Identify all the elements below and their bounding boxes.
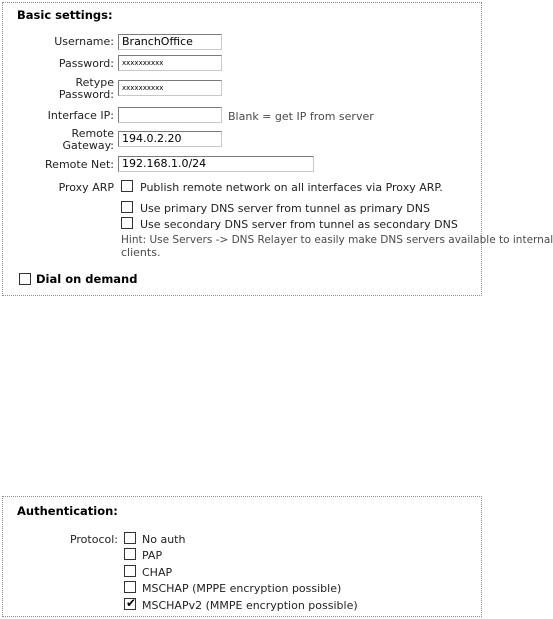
remote-gateway-label-line2: Gateway: <box>62 139 114 152</box>
auth-option-no-auth-checkbox[interactable] <box>124 532 136 544</box>
auth-option-no-auth-label: No auth <box>142 533 186 546</box>
remote-net-input[interactable]: 192.168.1.0/24 <box>118 156 314 172</box>
interface-ip-label: Interface IP: <box>47 109 114 122</box>
auth-option-mschapv2-checkbox[interactable] <box>124 598 136 610</box>
password-input[interactable]: xxxxxxxxxx <box>118 55 222 71</box>
dial-on-demand-checkbox[interactable] <box>19 273 31 285</box>
username-input[interactable]: BranchOffice <box>118 34 222 50</box>
retype-password-label-line1: Retype <box>75 76 114 89</box>
proxy-arp-checkbox[interactable] <box>121 180 133 192</box>
interface-ip-input[interactable] <box>118 107 222 123</box>
auth-option-mschap-checkbox[interactable] <box>124 581 136 593</box>
dial-on-demand-label: Dial on demand <box>36 272 138 286</box>
retype-password-label-line2: Password: <box>58 88 114 101</box>
primary-dns-text: Use primary DNS server from tunnel as primary DNS <box>140 202 430 215</box>
auth-option-mschapv2-label: MSCHAPv2 (MMPE encryption possible) <box>142 599 358 612</box>
username-label: Username: <box>54 35 114 48</box>
auth-option-mschap-label: MSCHAP (MPPE encryption possible) <box>142 582 342 595</box>
retype-password-input[interactable]: xxxxxxxxxx <box>118 80 222 96</box>
remote-net-label: Remote Net: <box>45 158 114 171</box>
authentication-title: Authentication: <box>17 504 118 518</box>
interface-ip-hint: Blank = get IP from server <box>228 110 374 123</box>
secondary-dns-checkbox[interactable] <box>121 217 133 229</box>
secondary-dns-text: Use secondary DNS server from tunnel as secondary DNS <box>140 218 458 231</box>
protocol-label: Protocol: <box>69 533 118 546</box>
dns-relayer-hint-line2: clients. <box>121 246 161 259</box>
proxy-arp-label: Proxy ARP <box>58 181 114 194</box>
auth-option-chap-label: CHAP <box>142 566 173 579</box>
auth-option-pap-label: PAP <box>142 549 163 562</box>
primary-dns-checkbox[interactable] <box>121 201 133 213</box>
auth-option-chap-checkbox[interactable] <box>124 565 136 577</box>
remote-gateway-label-line1: Remote <box>71 127 114 140</box>
auth-option-pap-checkbox[interactable] <box>124 548 136 560</box>
proxy-arp-text: Publish remote network on all interfaces via Proxy ARP. <box>140 181 443 194</box>
basic-settings-title: Basic settings: <box>17 8 113 22</box>
dns-relayer-hint-line1: Hint: Use Servers -> DNS Relayer to easily make DNS servers available to internal <box>121 234 553 246</box>
remote-gateway-input[interactable]: 194.0.2.20 <box>118 131 222 147</box>
password-label: Password: <box>58 57 114 70</box>
check-icon: ✔ <box>126 596 137 610</box>
